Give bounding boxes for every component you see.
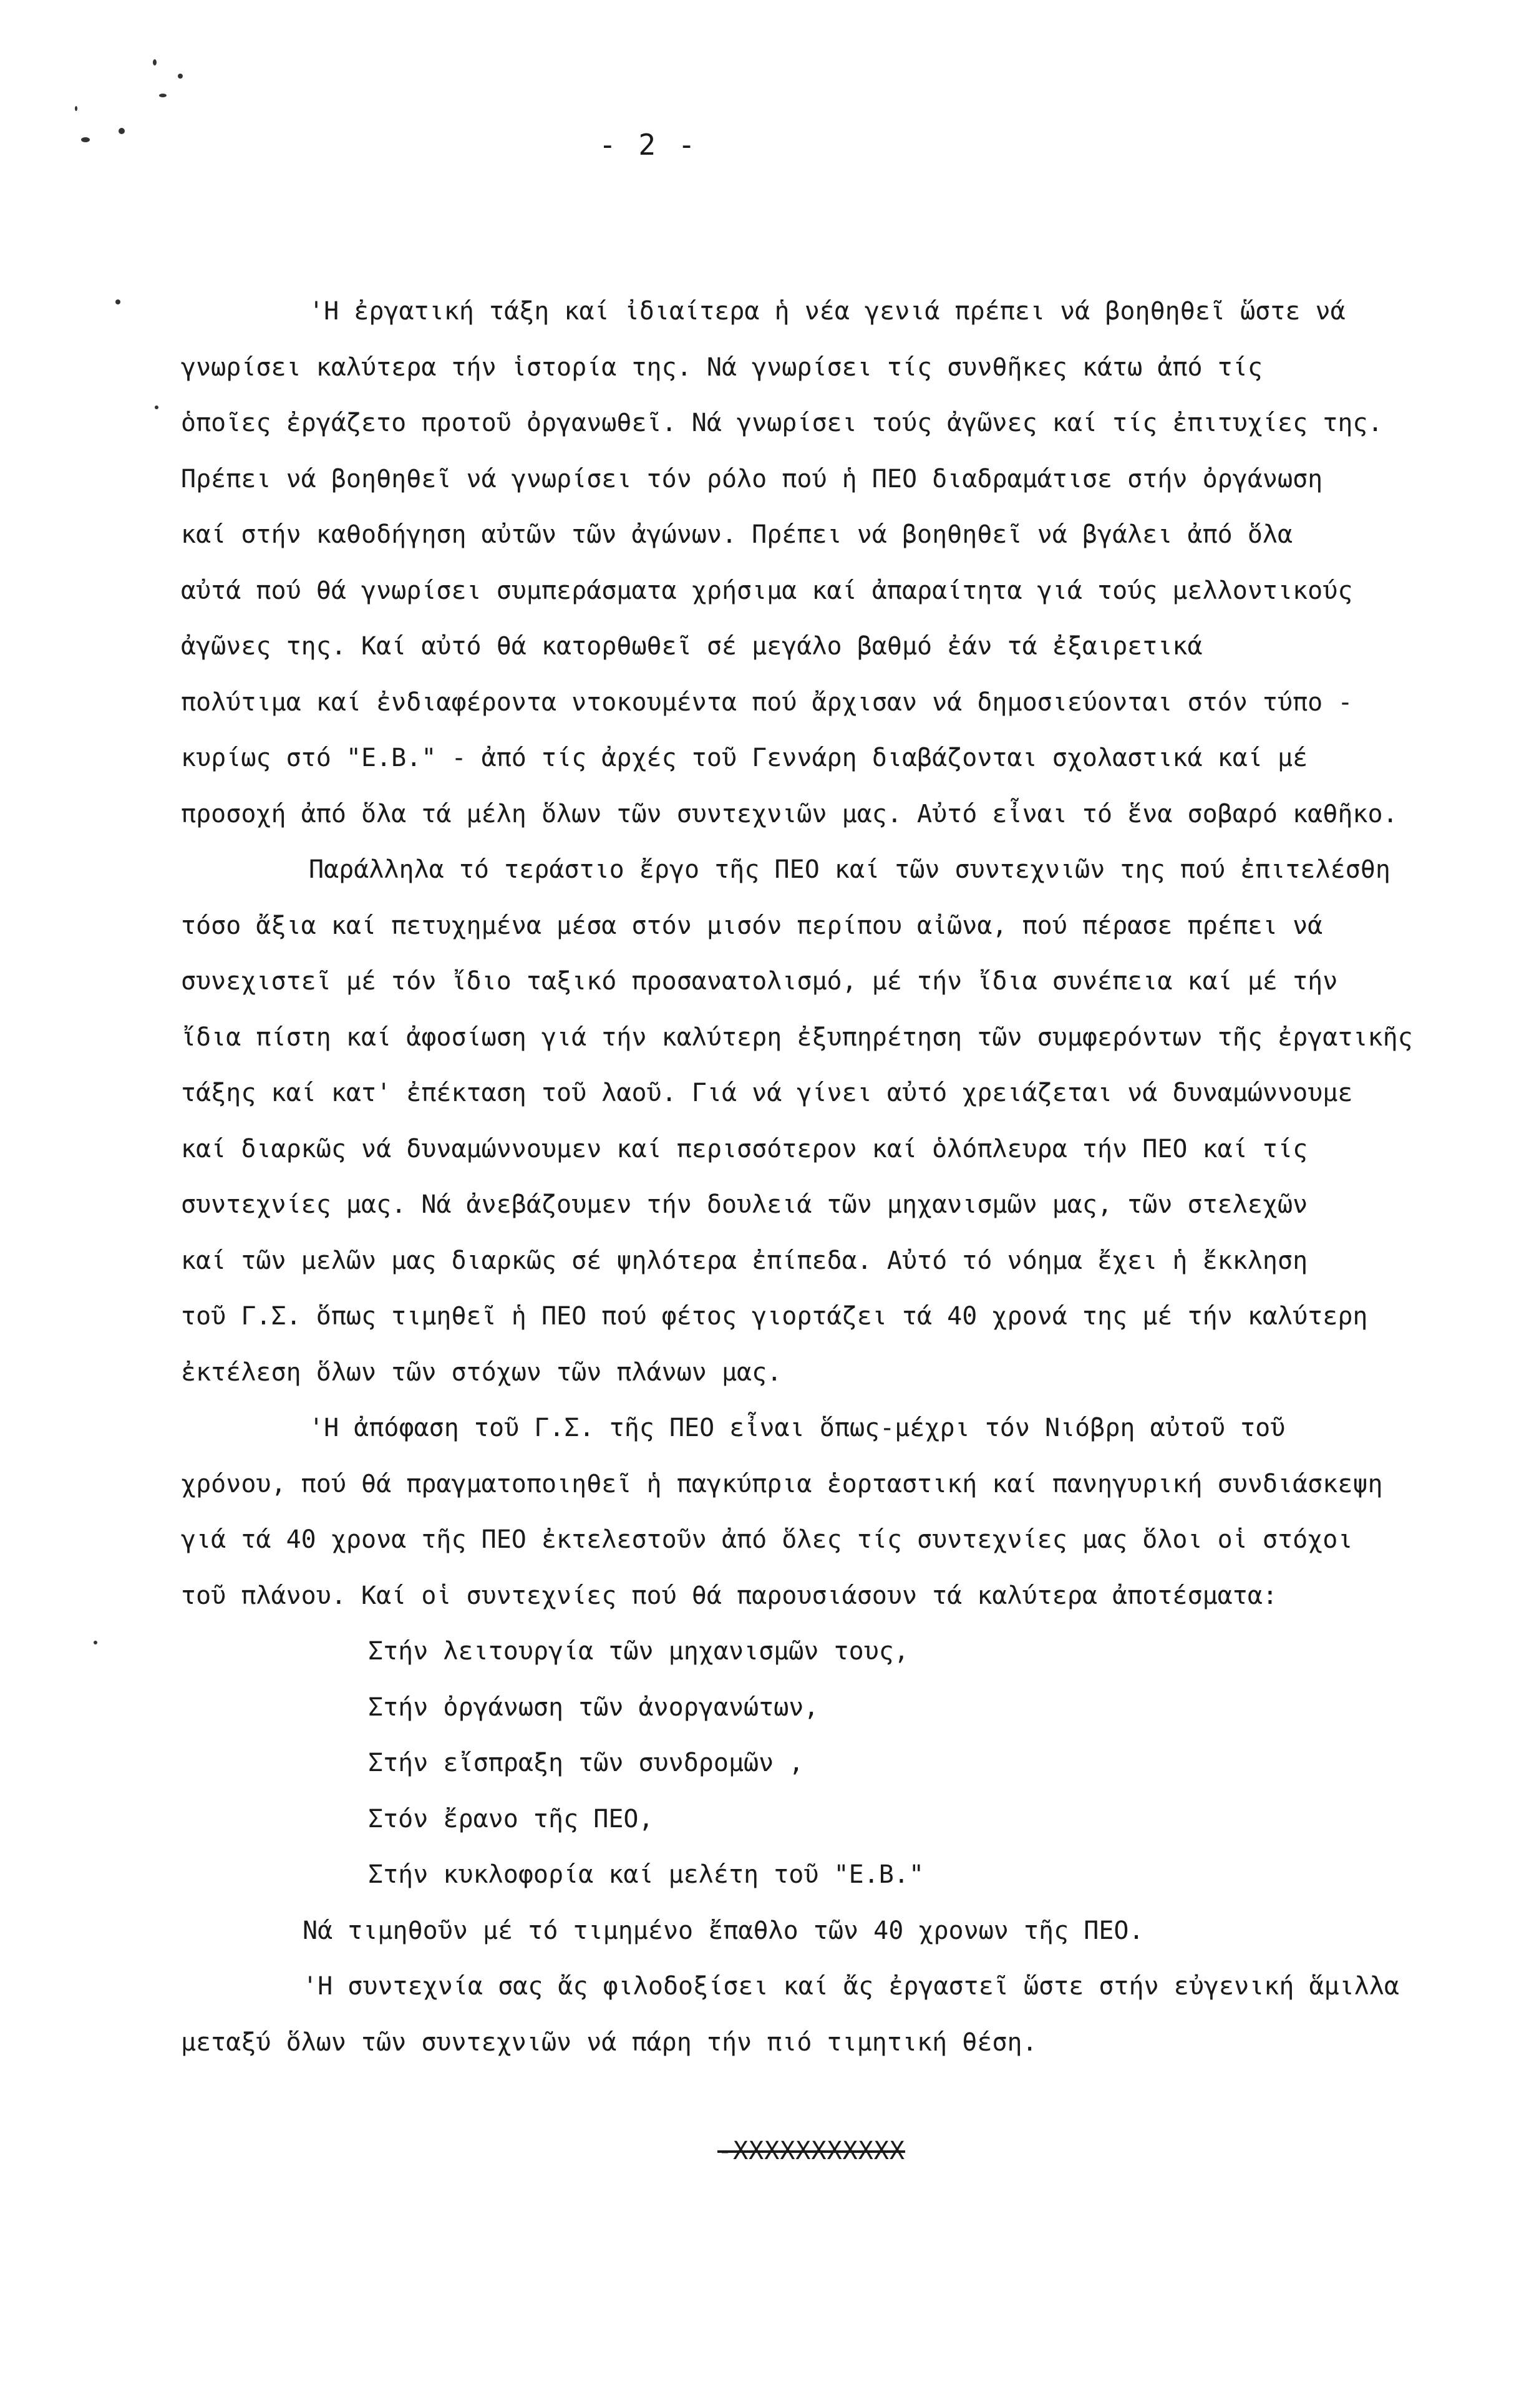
paragraph-line: τάξης καί κατ' ἐπέκταση τοῦ λαοῦ. Γιά νά γίνει αὐτό χρειάζεται νά δυναμώννουμε [181,1079,1353,1107]
paragraph-line: Νά τιμηθοῦν μέ τό τιμημένο ἔπαθλο τῶν 40 χρονων τῆς ΠΕΟ. [303,1916,1144,1945]
paragraph-line: συντεχνίες μας. Νά ἀνεβάζουμεν τήν δουλειά τῶν μηχανισμῶν μας, τῶν στελεχῶν [181,1190,1308,1219]
paragraph-line: Παράλληλα τό τεράστιο ἔργο τῆς ΠΕΟ καί τῶν συντεχνιῶν της πού ἐπιτελέσθη [309,855,1390,884]
paragraph-line: Πρέπει νά βοηθηθεῖ νά γνωρίσει τόν ρόλο πού ἡ ΠΕΟ διαδραμάτισε στήν ὀργάνωση [181,464,1323,493]
scan-speck [178,74,183,79]
paragraph-line: κυρίως στό "Ε.Β." - ἀπό τίς ἀρχές τοῦ Γεννάρη διαβάζονται σχολαστικά καί μέ [181,744,1308,772]
paragraph-line: αὐτά πού θά γνωρίσει συμπεράσματα χρήσιμα καί ἀπαραίτητα γιά τούς μελλοντικούς [181,576,1353,605]
paragraph-line: ὁποῖες ἐργάζετο προτοῦ ὀργανωθεῖ. Νά γνωρίσει τούς ἀγῶνες καί τίς ἐπιτυχίες της. [181,409,1383,437]
paragraph-line: καί στήν καθοδήγηση αὐτῶν τῶν ἀγώνων. Πρέπει νά βοηθηθεῖ νά βγάλει ἀπό ὅλα [181,520,1293,549]
paragraph-line: συνεχιστεῖ μέ τόν ἴδιο ταξικό προσανατολισμό, μέ τήν ἴδια συνέπεια καί μέ τήν [181,967,1338,996]
scan-speck [119,128,125,134]
end-mark: -XXXXXXXXXXX [717,2137,905,2165]
list-item: Στήν ὀργάνωση τῶν ἀνοργανώτων, [368,1692,819,1722]
paragraph-line: 'Η ἀπόφαση τοῦ Γ.Σ. τῆς ΠΕΟ εἶναι ὅπως-μέχρι τόν Νιόβρη αὐτοῦ τοῦ [309,1414,1286,1442]
paragraph-line: καί τῶν μελῶν μας διαρκῶς σέ ψηλότερα ἐπίπεδα. Αὐτό τό νόημα ἔχει ἡ ἔκκληση [181,1246,1308,1275]
list-item: Στήν κυκλοφορία καί μελέτη τοῦ "Ε.Β." [368,1860,925,1889]
scan-speck [75,106,77,111]
scan-speck [153,59,157,66]
paragraph-line: μεταξύ ὅλων τῶν συντεχνιῶν νά πάρη τήν πιό τιμητική θέση. [181,2027,1037,2057]
paragraph-line: χρόνου, πού θά πραγματοποιηθεῖ ἡ παγκύπρια ἑορταστική καί πανηγυρική συνδιάσκεψη [181,1469,1383,1498]
paragraph-line: καί διαρκῶς νά δυναμώννουμεν καί περισσότερον καί ὁλόπλευρα τήν ΠΕΟ καί τίς [181,1134,1308,1163]
list-item: Στήν λειτουργία τῶν μηχανισμῶν τους, [368,1637,909,1666]
scan-speck [94,1641,97,1644]
paragraph-line: τοῦ πλάνου. Καί οἱ συντεχνίες πού θά παρουσιάσουν τά καλύτερα ἀποτέσματα: [181,1581,1278,1610]
scan-speck [115,299,120,304]
paragraph-line: πολύτιμα καί ἐνδιαφέροντα ντοκουμέντα πού ἄρχισαν νά δημοσιεύονται στόν τύπο - [181,687,1353,717]
document-body [181,284,1466,2071]
page-number: - 2 - [599,128,698,162]
paragraph-line: 'Η συντεχνία σας ἄς φιλοδοξίσει καί ἄς ἐργαστεῖ ὥστε στήν εὐγενική ἅμιλλα [303,1972,1399,2001]
paragraph-line: ἐκτέλεση ὅλων τῶν στόχων τῶν πλάνων μας. [181,1357,782,1387]
scan-speck [155,405,158,409]
paragraph-line: ἀγῶνες της. Καί αὐτό θά κατορθωθεῖ σέ μεγάλο βαθμό ἐάν τά ἐξαιρετικά [181,632,1203,661]
scan-speck [159,94,167,97]
paragraph-line: τόσο ἄξια καί πετυχημένα μέσα στόν μισόν περίπου αἰῶνα, πού πέρασε πρέπει νά [181,911,1323,940]
paragraph-line: ἴδια πίστη καί ἀφοσίωση γιά τήν καλύτερη ἐξυπηρέτηση τῶν συμφερόντων τῆς ἐργατικῆς [181,1022,1413,1052]
paragraph-line: 'Η ἐργατική τάξη καί ἰδιαίτερα ἡ νέα γενιά πρέπει νά βοηθηθεῖ ὥστε νά [309,297,1346,326]
list-item: Στόν ἔρανο τῆς ΠΕΟ, [368,1804,654,1833]
scan-speck [81,137,90,142]
paragraph-line: γιά τά 40 χρονα τῆς ΠΕΟ ἐκτελεστοῦν ἀπό ὅλες τίς συντεχνίες μας ὅλοι οἱ στόχοι [181,1525,1353,1554]
paragraph-line: τοῦ Γ.Σ. ὅπως τιμηθεῖ ἡ ΠΕΟ πού φέτος γιορτάζει τά 40 χρονά της μέ τήν καλύτερη [181,1302,1368,1331]
list-item: Στήν εἴσπραξη τῶν συνδρομῶν , [368,1749,804,1777]
paragraph-line: γνωρίσει καλύτερα τήν ἱστορία της. Νά γνωρίσει τίς συνθῆκες κάτω ἀπό τίς [181,352,1263,382]
paragraph-line: προσοχή ἀπό ὅλα τά μέλη ὅλων τῶν συντεχνιῶν μας. Αὐτό εἶναι τό ἕνα σοβαρό καθῆκο. [181,799,1398,828]
